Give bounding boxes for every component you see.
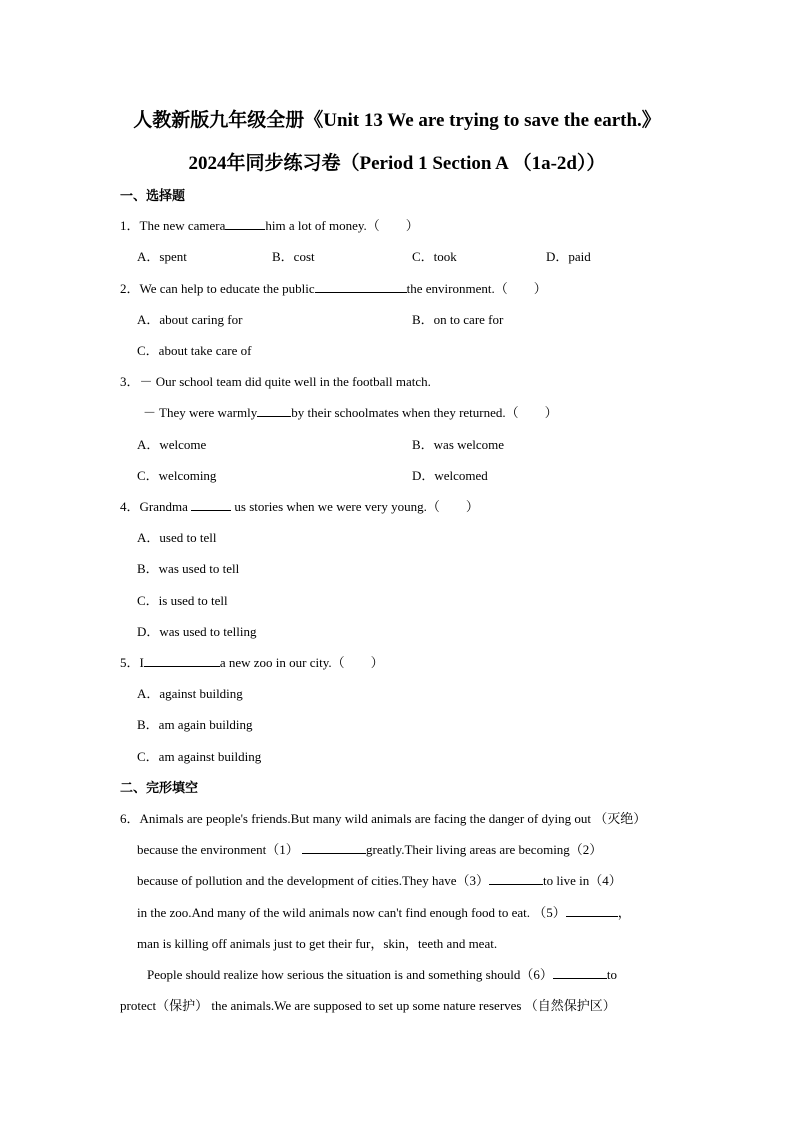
cloze-text: ，: [617, 905, 631, 920]
answer-blank-3[interactable]: [489, 872, 543, 885]
cloze-line-3: [137, 872, 622, 890]
cloze-text: in the zoo.And many of the wild animals now can't find enough food to eat. （5）: [137, 905, 566, 920]
cloze-text: because the environment（1）: [137, 842, 299, 857]
question-text: us stories when we were very young.（ ）: [234, 499, 479, 514]
option-d[interactable]: D．was used to telling: [137, 624, 257, 639]
answer-blank-5[interactable]: [566, 904, 618, 917]
question-text: The new camera: [139, 218, 226, 233]
option-a[interactable]: A．about caring for: [137, 312, 243, 327]
question-text: － They were warmly: [143, 405, 258, 420]
cloze-line-1: [120, 810, 676, 828]
question-text: We can help to educate the public: [139, 281, 315, 296]
option-c[interactable]: C．took: [412, 249, 457, 264]
question-3-line2: [143, 404, 558, 422]
question-number: 5．: [120, 655, 140, 670]
answer-blank[interactable]: [315, 280, 407, 293]
question-number: 2．: [120, 281, 140, 296]
option-b[interactable]: B．on to care for: [412, 312, 504, 327]
option-a[interactable]: A．welcome: [137, 437, 207, 452]
question-2: [120, 280, 547, 298]
section-heading-choice: 一、选择题: [120, 188, 186, 203]
cloze-text: because of pollution and the development of cities.They have（3）: [137, 873, 489, 888]
cloze-text: to live in（4）: [542, 873, 622, 888]
question-number: 6．: [120, 811, 140, 826]
answer-blank[interactable]: [257, 404, 291, 417]
option-c[interactable]: C．am against building: [137, 749, 262, 764]
cloze-line-5: man is killing off animals just to get their fur，skin，teeth and meat.: [137, 936, 498, 951]
cloze-line-2: [137, 841, 602, 859]
option-a[interactable]: A．against building: [137, 686, 243, 701]
option-d[interactable]: D．welcomed: [412, 468, 488, 483]
cloze-text: People should realize how serious the situation is and something should（6）: [147, 967, 553, 982]
question-text: the environment.（ ）: [406, 281, 547, 296]
cloze-text: to: [606, 967, 617, 982]
answer-blank[interactable]: [144, 654, 220, 667]
question-text: Grandma: [139, 499, 188, 514]
option-d[interactable]: D．paid: [546, 249, 591, 264]
answer-blank[interactable]: [225, 217, 265, 230]
cloze-text: greatly.Their living areas are becoming（2）: [365, 842, 603, 857]
option-a[interactable]: A．used to tell: [137, 530, 217, 545]
question-text: a new zoo in our city.（ ）: [219, 655, 384, 670]
option-a[interactable]: A．spent: [137, 249, 187, 264]
option-b[interactable]: B．was welcome: [412, 437, 505, 452]
page-title-line2: 2024年同步练习卷（Period 1 Section A （1a-2d））: [188, 153, 606, 174]
question-4: [120, 498, 479, 516]
question-number: 4．: [120, 499, 140, 514]
cloze-line-4: [137, 904, 631, 922]
cloze-text: Animals are people's friends.But many wild animals are facing the danger of dying out （灭绝）: [139, 811, 647, 826]
question-1: [120, 217, 419, 235]
question-5: [120, 654, 384, 672]
answer-blank[interactable]: [191, 498, 231, 511]
option-c[interactable]: C．about take care of: [137, 343, 252, 358]
option-b[interactable]: B．was used to tell: [137, 561, 240, 576]
answer-blank-6[interactable]: [553, 966, 607, 979]
cloze-line-7: protect（保护） the animals.We are supposed to set up some nature reserves （自然保护区）: [120, 998, 616, 1013]
section-heading-cloze: 二、完形填空: [120, 780, 199, 795]
question-text: － Our school team did quite well in the football match.: [139, 374, 431, 389]
question-text: him a lot of money.（ ）: [265, 218, 419, 233]
question-text: by their schoolmates when they returned.（ ）: [291, 405, 558, 420]
option-b[interactable]: B．am again building: [137, 717, 253, 732]
question-3: [120, 373, 431, 391]
page-title-line1: 人教新版九年级全册《Unit 13 We are trying to save the earth.》: [133, 110, 661, 131]
option-b[interactable]: B．cost: [272, 249, 315, 264]
option-c[interactable]: C．welcoming: [137, 468, 217, 483]
question-text: I: [139, 655, 144, 670]
cloze-line-6: [147, 966, 617, 984]
question-number: 1．: [120, 218, 140, 233]
question-number: 3．: [120, 374, 140, 389]
option-c[interactable]: C．is used to tell: [137, 593, 228, 608]
answer-blank-1[interactable]: [302, 841, 366, 854]
